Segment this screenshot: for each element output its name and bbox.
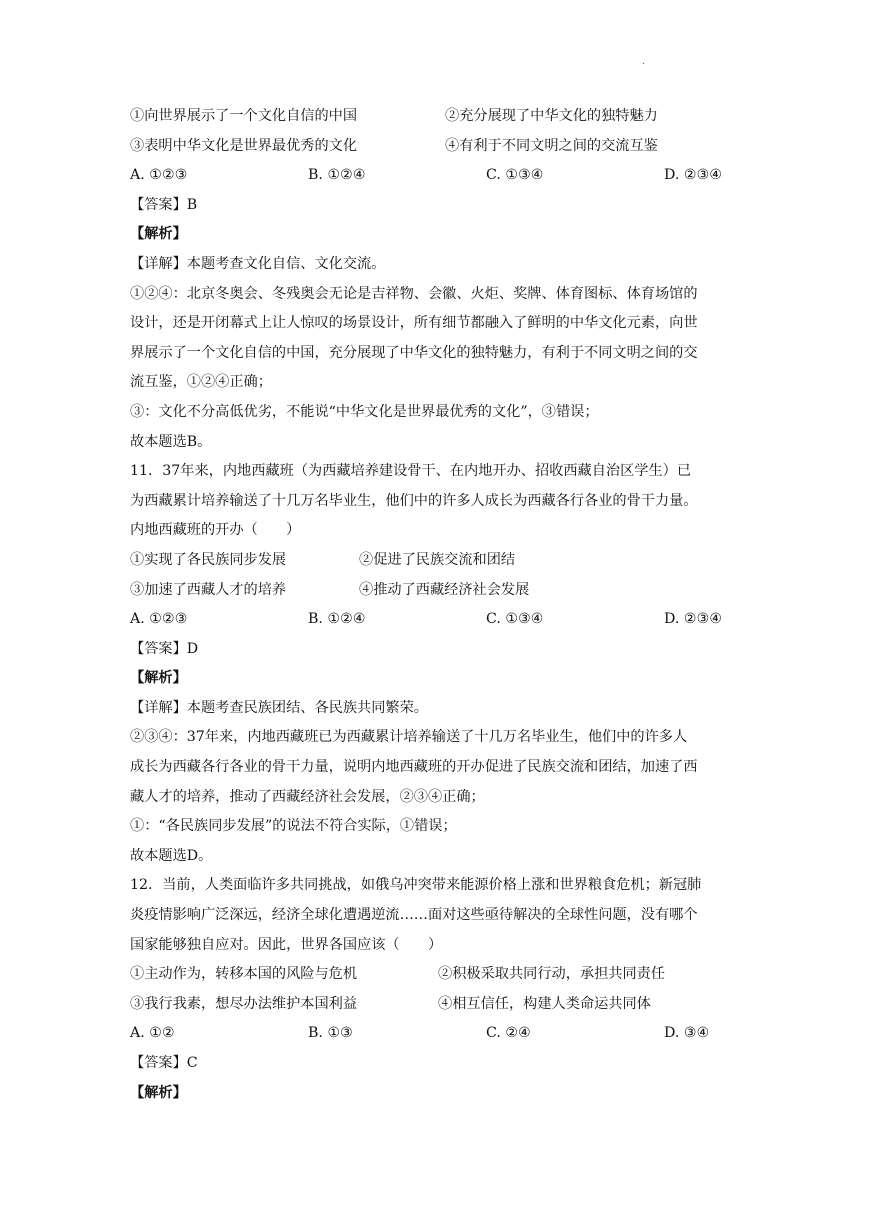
option-row — [130, 990, 750, 1020]
explanation-line: ③：文化不分高低优劣，不能说“中华文化是世界最优秀的文化”，③错误； — [130, 403, 599, 420]
conclusion: 故本题选B。 — [130, 433, 212, 450]
explanation-line: 流互鉴，①②④正确； — [130, 374, 272, 391]
explanation-line: ①：“各民族同步发展”的说法不符合实际，①错误； — [130, 818, 457, 835]
conclusion: 故本题选D。 — [130, 847, 213, 864]
choice-b: B. ①②④ — [308, 167, 366, 184]
question-stem-line: 炎疫情影响广泛深远，经济全球化遭遇逆流……面对这些亟待解决的全球性问题，没有哪个 — [130, 907, 698, 924]
detail: 【详解】本题考查民族团结、各民族共同繁荣。 — [130, 699, 428, 716]
explanation-line: ②③④：37年来，内地西藏班已为西藏累计培养输送了十几万名毕业生，他们中的许多人 — [130, 729, 688, 746]
detail: 【详解】本题考查文化自信、文化交流。 — [130, 255, 386, 272]
answer: 【答案】B — [130, 196, 198, 213]
explanation-line: 藏人才的培养，推动了西藏经济社会发展，②③④正确； — [130, 788, 485, 805]
option-row — [130, 132, 750, 162]
option-3: ③表明中华文化是世界最优秀的文化 — [130, 137, 358, 154]
choice-b: B. ①②④ — [308, 611, 366, 628]
choice-a: A. ①②③ — [130, 167, 188, 184]
analysis-heading: 【解析】 — [130, 670, 187, 687]
option-row — [130, 102, 750, 132]
option-2: ②促进了民族交流和团结 — [359, 551, 516, 568]
choice-b: B. ①③ — [308, 1025, 353, 1042]
option-3: ③我行我素，想尽办法维护本国利益 — [130, 995, 358, 1012]
explanation-line: 界展示了一个文化自信的中国，充分展现了中华文化的独特魅力，有利于不同文明之间的交 — [130, 344, 698, 361]
question-stem-line: 内地西藏班的开办（ ） — [130, 522, 301, 539]
option-1: ①向世界展示了一个文化自信的中国 — [130, 108, 358, 124]
explanation-line: ①②④：北京冬奥会、冬残奥会无论是吉祥物、会徽、火炬、奖牌、体育图标、体育场馆的 — [130, 285, 698, 302]
choice-row — [130, 1019, 750, 1049]
page-mark: . — [642, 56, 646, 67]
option-row — [130, 576, 750, 606]
choice-c: C. ①③④ — [486, 167, 544, 184]
option-4: ④相互信任，构建人类命运共同体 — [438, 995, 651, 1012]
analysis-heading: 【解析】 — [130, 226, 187, 243]
answer: 【答案】C — [130, 1055, 198, 1071]
option-1: ①实现了各民族同步发展 — [130, 551, 287, 568]
option-2: ②积极采取共同行动，承担共同责任 — [438, 966, 666, 983]
option-4: ④推动了西藏经济社会发展 — [359, 581, 530, 598]
choice-d: D. ③④ — [664, 1025, 710, 1042]
question-stem-line: 国家能够独自应对。因此，世界各国应该（ ） — [130, 936, 443, 953]
choice-d: D. ②③④ — [664, 167, 723, 184]
choice-row — [130, 605, 750, 635]
option-row — [130, 546, 750, 576]
question-stem-line: 12．当前，人类面临许多共同挑战，如俄乌冲突带来能源价格上涨和世界粮食危机；新冠肺 — [130, 877, 702, 894]
question-stem-line: 为西藏累计培养输送了十几万名毕业生，他们中的许多人成长为西藏各行各业的骨干力量。 — [130, 492, 698, 509]
answer: 【答案】D — [130, 640, 199, 657]
choice-row — [130, 161, 750, 191]
explanation-line: 成长为西藏各行各业的骨干力量，说明内地西藏班的开办促进了民族交流和团结，加速了西 — [130, 759, 698, 776]
explanation-line: 设计，还是开闭幕式上让人惊叹的场景设计，所有细节都融入了鲜明的中华文化元素，向世 — [130, 315, 698, 332]
option-row — [130, 960, 750, 990]
option-1: ①主动作为，转移本国的风险与危机 — [130, 966, 358, 983]
choice-c: C. ①③④ — [486, 611, 544, 628]
question-stem-line: 11．37年来，内地西藏班（为西藏培养建设骨干、在内地开办、招收西藏自治区学生）已 — [130, 463, 692, 480]
choice-c: C. ②④ — [486, 1025, 531, 1042]
option-3: ③加速了西藏人才的培养 — [130, 581, 287, 598]
choice-d: D. ②③④ — [664, 611, 723, 628]
option-4: ④有利于不同文明之间的交流互鉴 — [445, 137, 658, 154]
analysis-heading: 【解析】 — [130, 1084, 187, 1101]
document-body — [130, 102, 750, 1108]
choice-a: A. ①②③ — [130, 611, 188, 628]
option-2: ②充分展现了中华文化的独特魅力 — [445, 108, 658, 124]
choice-a: A. ①② — [130, 1025, 175, 1042]
